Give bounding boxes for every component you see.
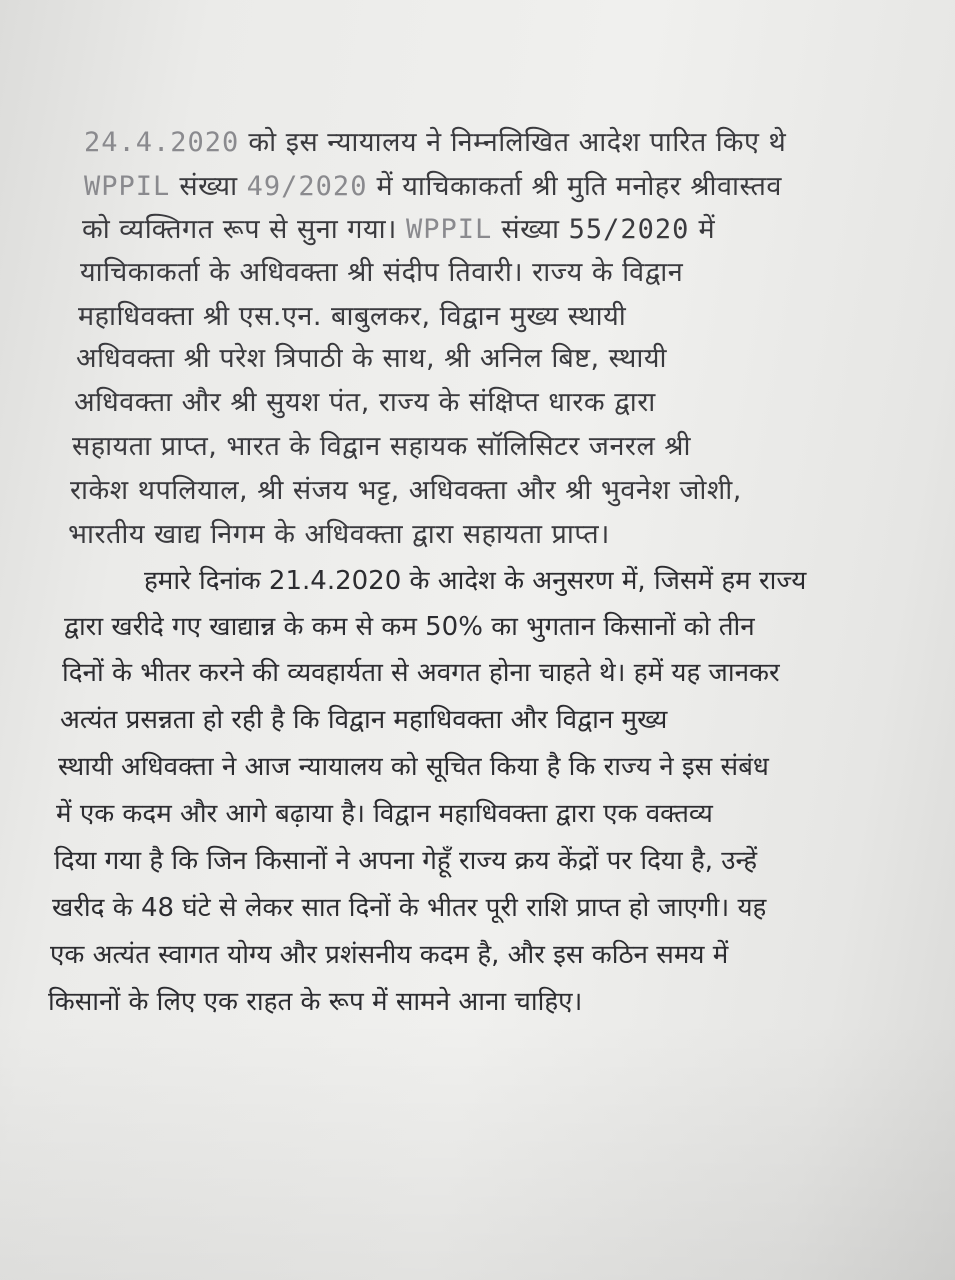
case-number: 55/2020 [568, 214, 690, 245]
p2-line-6: में एक कदम और आगे बढ़ाया है। विद्वान महाधिवक्ता द्वारा एक वक्तव्य [56, 799, 713, 829]
p1-line-2-text-a: संख्या [170, 171, 247, 202]
p2-line-5: स्थायी अधिवक्ता ने आज न्यायालय को सूचित किया है कि राज्य ने इस संबंध [58, 752, 769, 782]
p1-line-10: भारतीय खाद्य निगम के अधिवक्ता द्वारा सहायता प्राप्त। [68, 519, 610, 550]
p1-line-3 [82, 213, 715, 247]
case-label: WPPIL [405, 214, 493, 245]
p2-line-8: खरीद के 48 घंटे से लेकर सात दिनों के भीतर पूरी राशि प्राप्त हो जाएगी। यह [52, 893, 767, 923]
p1-line-3-text-b: संख्या [492, 214, 569, 245]
p2-line-1: हमारे दिनांक 21.4.2020 के आदेश के अनुसरण में, जिसमें हम राज्य [144, 566, 807, 596]
p1-line-1-text: को इस न्यायालय ने निम्नलिखित आदेश पारित किए थे [239, 127, 787, 158]
p1-line-4: याचिकाकर्ता के अधिवक्ता श्री संदीप तिवारी। राज्य के विद्वान [80, 257, 684, 288]
case-number: 49/2020 [246, 171, 368, 202]
p2-line-3: दिनों के भीतर करने की व्यवहार्यता से अवगत होना चाहते थे। हमें यह जानकर [62, 658, 780, 688]
p1-line-2-text-b: में याचिकाकर्ता श्री मुति मनोहर श्रीवास्तव [367, 171, 782, 202]
p1-line-3-text-c: में [689, 214, 716, 245]
order-date: 24.4.2020 [84, 127, 240, 158]
p1-line-1 [84, 126, 786, 160]
p1-line-8: सहायता प्राप्त, भारत के विद्वान सहायक सॉलिसिटर जनरल श्री [72, 431, 691, 462]
p1-line-2 [84, 170, 782, 204]
p2-line-2: द्वारा खरीदे गए खाद्यान्न के कम से कम 50% का भुगतान किसानों को तीन [64, 612, 755, 642]
p2-line-10: किसानों के लिए एक राहत के रूप में सामने आना चाहिए। [48, 987, 583, 1017]
p2-line-7: दिया गया है कि जिन किसानों ने अपना गेहूँ राज्य क्रय केंद्रों पर दिया है, उन्हें [54, 846, 758, 876]
case-label: WPPIL [84, 171, 171, 202]
p2-line-4: अत्यंत प्रसन्नता हो रही है कि विद्वान महाधिवक्ता और विद्वान मुख्य [60, 705, 668, 735]
p1-line-3-text-a: को व्यक्तिगत रूप से सुना गया। [82, 214, 406, 245]
p1-line-6: अधिवक्ता श्री परेश त्रिपाठी के साथ, श्री अनिल बिष्ट, स्थायी [76, 343, 668, 374]
p2-line-9: एक अत्यंत स्वागत योग्य और प्रशंसनीय कदम है, और इस कठिन समय में [50, 940, 729, 970]
p1-line-9: राकेश थपलियाल, श्री संजय भट्ट, अधिवक्ता और श्री भुवनेश जोशी, [70, 475, 742, 506]
p1-line-7: अधिवक्ता और श्री सुयश पंत, राज्य के संक्षिप्त धारक द्वारा [74, 387, 656, 418]
p1-line-5: महाधिवक्ता श्री एस.एन. बाबुलकर, विद्वान मुख्य स्थायी [78, 301, 627, 332]
page-shadow [0, 1020, 955, 1280]
